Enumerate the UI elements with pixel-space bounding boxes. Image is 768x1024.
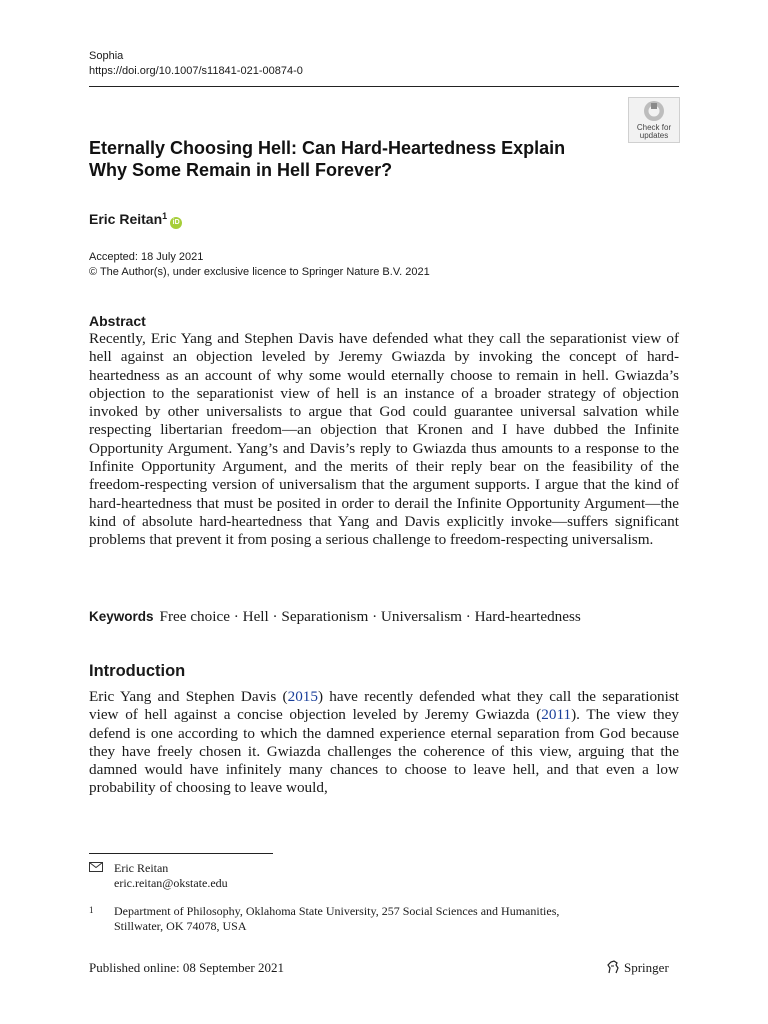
citation-link-2011[interactable]: 2011	[541, 706, 572, 724]
doi-link[interactable]: https://doi.org/10.1007/s11841-021-00874-0	[89, 65, 303, 77]
introduction-heading: Introduction	[89, 662, 186, 680]
affiliation-line2: Stillwater, OK 74078, USA	[114, 919, 247, 933]
check-for-updates-badge[interactable]	[628, 97, 680, 143]
author-line	[89, 207, 182, 229]
author-affil-marker: 1	[162, 211, 168, 221]
affiliation-line1: Department of Philosophy, Oklahoma State University, 257 Social Sciences and Humanities,	[114, 904, 560, 918]
springer-horse-icon	[606, 960, 620, 974]
title-line2: Why Some Remain in Hell Forever?	[89, 160, 393, 180]
check-updates-line2: updates	[639, 131, 669, 140]
citation-link-2015[interactable]: 2015	[287, 688, 318, 705]
contact-name: Eric Reitan	[114, 861, 169, 875]
introduction-text	[89, 688, 679, 798]
contact-email[interactable]: eric.reitan@okstate.edu	[114, 876, 228, 890]
title-line1: Eternally Choosing Hell: Can Hard-Heartedness Explain	[89, 138, 566, 158]
abstract-heading: Abstract	[89, 313, 146, 329]
check-for-updates-label	[629, 124, 679, 140]
affiliation	[114, 904, 674, 934]
copyright-notice: © The Author(s), under exclusive licence to Springer Nature B.V. 2021	[89, 266, 430, 278]
intro-text-part3: ). The view they defend is one according to which the damned experience eternal separation from God because they have freely chosen it. Gwiazda challenges the coherence of this view, arguing that the damned would have infinitely many chances to choose to leave hell, and that even a low probability of choosing to leave would,	[89, 706, 679, 797]
publisher-name: Springer	[624, 960, 669, 975]
accepted-date: Accepted: 18 July 2021	[89, 251, 204, 263]
springer-logo	[606, 959, 669, 976]
journal-name: Sophia	[89, 50, 124, 62]
affiliation-number: 1	[89, 905, 94, 915]
intro-text-part2: ) have recently defended what they call the separationist view of hell against a concise objection leveled by Jeremy Gwiazda (	[89, 688, 679, 724]
orcid-icon[interactable]: iD	[170, 217, 182, 229]
keywords	[89, 608, 679, 626]
published-online-date: Published online: 08 September 2021	[89, 960, 284, 975]
check-for-updates-icon	[643, 100, 665, 122]
keywords-list: Free choice · Hell · Separationism · Universalism · Hard-heartedness	[159, 608, 581, 625]
footnote-rule	[89, 853, 273, 854]
author-name[interactable]: Eric Reitan	[89, 211, 163, 227]
mail-icon	[89, 862, 103, 872]
keywords-label: Keywords	[89, 609, 154, 624]
abstract-text: Recently, Eric Yang and Stephen Davis have defended what they call the separationist view of hell against an objection leveled by Jeremy Gwiazda by invoking the concept of hard-heartedness as an account of why some would eternally choose to remain in hell. Gwiazda’s objection to the separationist view of hell is an instance of a broader strategy of objection invoked by other universalists to argue that God could guarantee universal salvation while respecting libertarian freedom—an objection that Kronen and I have dubbed the Infinite Opportunity Argument. Yang’s and Davis’s reply to Gwiazda thus amounts to a response to the Infinite Opportunity Argument, and the merits of their reply bear on the feasibility of the freedom-respecting version of universalism that the argument supports. I argue that the kind of hard-heartedness that must be posited in order to derail the Infinite Opportunity Argument—the kind of absolute hard-heartedness that Yang and Davis explicitly invoke—suffers significant problems that prevent it from posing a serious challenge to freedom-respecting universalism.	[89, 330, 679, 549]
intro-text-part1: Eric Yang and Stephen Davis (	[89, 688, 288, 705]
header-rule	[89, 86, 679, 87]
article-title	[89, 137, 609, 181]
check-updates-line1: Check for	[636, 123, 672, 132]
